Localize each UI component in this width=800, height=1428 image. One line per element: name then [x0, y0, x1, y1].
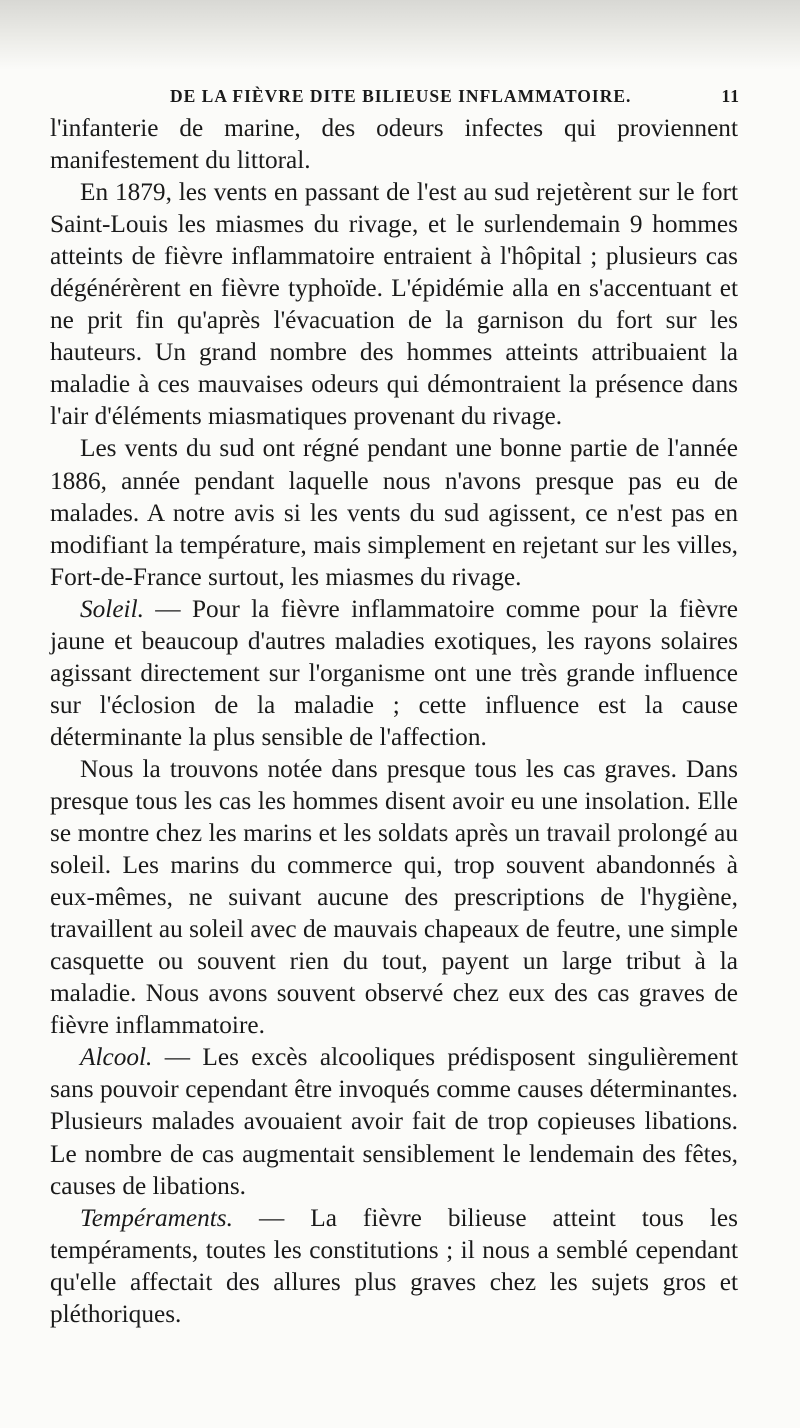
paragraph-soleil: Soleil. — Pour la fièvre inflammatoire comme pour la fièvre jaune et beaucoup d'autres maladies exotiques, les rayons solaires agissant directement sur l'organisme ont une très grande influence sur l'éclosion de la maladie ; cette influence est la cause déterminante la plus sensible de l'affection.: [50, 594, 738, 751]
paragraph-vents-1886: Les vents du sud ont régné pendant une bonne partie de l'année 1886, année pendant laquelle nous n'avons presque pas eu de malades. A notre avis si les vents du sud agissent, ce n'est pas en modifiant la température, mais simplement en rejetant sur les villes, Fort-de-France surtout, les miasmes du rivage.: [50, 434, 738, 591]
page-edge-shadow: [0, 0, 800, 70]
running-title: DE LA FIÈVRE DITE BILIEUSE INFLAMMATOIRE.: [170, 86, 632, 106]
paragraph-vents-1879: En 1879, les vents en passant de l'est au sud rejetèrent sur le fort Saint-Louis les miasmes du rivage, et le surlendemain 9 hommes atteints de fièvre inflammatoire entraient à l'hôpital ; plusieurs cas dégénérèrent en fièvre typhoïde. L'épidémie alla en s'accentuant et ne prit fin qu'après l'évacuation de la garnison du fort sur les hauteurs. Un grand nombre des hommes atteints attribuaient la maladie à ces mauvaises odeurs qui démontraient la présence dans l'air d'éléments miasmatiques provenant du rivage.: [50, 178, 738, 431]
page-number: 11: [721, 86, 740, 106]
section-heading-temperaments: Tempéraments.: [80, 1203, 233, 1232]
paragraph-insolation: Nous la trouvons notée dans presque tous les cas graves. Dans presque tous les cas les hommes disent avoir eu une insolation. Elle se montre chez les marins et les soldats après un travail prolongé au soleil. Les marins du commerce qui, trop souvent abandonnés à eux-mêmes, ne suivant aucune des prescriptions de l'hygiène, travaillent au soleil avec de mauvais chapeaux de feutre, une simple casquette ou souvent rien du tout, payent un large tribut à la maladie. Nous avons souvent observé chez eux des cas graves de fièvre inflammatoire.: [50, 754, 738, 1040]
section-heading-alcool: Alcool.: [80, 1043, 153, 1072]
paragraph-alcool: Alcool. — Les excès alcooliques prédisposent singulièrement sans pouvoir cependant être invoqués comme causes déterminantes. Plusieurs malades avouaient avoir fait de trop copieuses libations. Le nombre de cas augmentait sensiblement le lendemain des fêtes, causes de libations.: [50, 1043, 738, 1200]
section-heading-soleil: Soleil.: [80, 594, 144, 623]
body-text: [50, 112, 738, 1330]
paragraph-continuation: l'infanterie de marine, des odeurs infectes qui proviennent manifestement du littoral.: [50, 114, 738, 175]
paragraph-temperaments: Tempéraments. — La fièvre bilieuse atteint tous les tempéraments, toutes les constitutions ; il nous a semblé cependant qu'elle affectait des allures plus graves chez les sujets gros et pléthoriques.: [50, 1203, 738, 1328]
